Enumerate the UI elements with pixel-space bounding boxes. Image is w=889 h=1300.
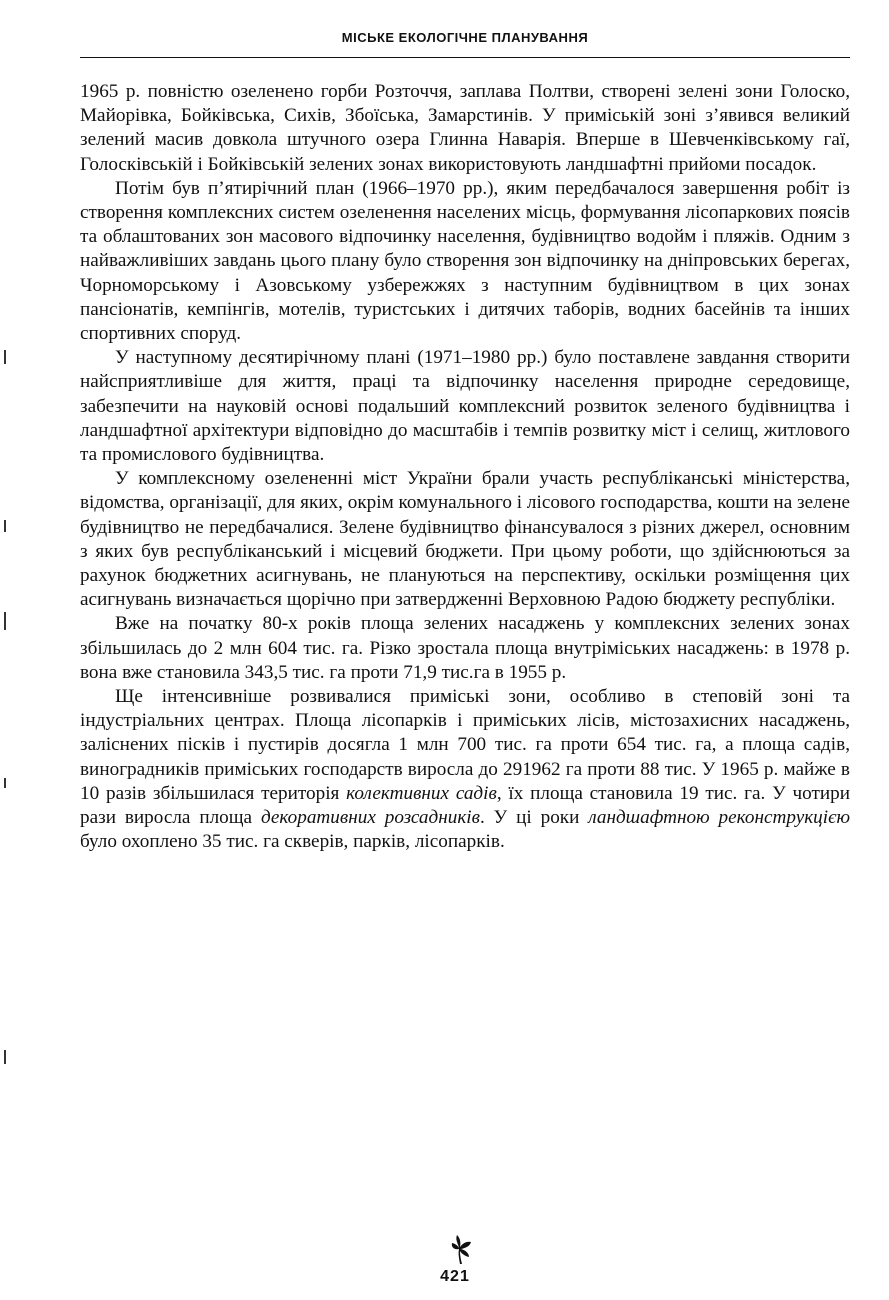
leaf-ornament-icon — [446, 1232, 476, 1266]
italic-term: ландшафтною реконструкцією — [588, 807, 851, 829]
scan-margin-mark — [4, 520, 6, 532]
body-text — [80, 80, 850, 855]
italic-term: декоративних розсадників — [260, 807, 480, 829]
paragraph-text: було охоплено 35 тис. га скверів, парків, лісопарків. — [80, 831, 505, 853]
paragraph: У наступному десятирічному плані (1971–1980 рр.) було поставлене завдання створити найсприятливіше для життя, праці та відпочинку населення природне середовище, забезпечити на науковій основі подальший комплексний розвиток зеленого будівництва і ландшафтної архітектури відповідно до масштабів і темпів розвитку міст і селищ, житлового та промислового будівництва. — [80, 347, 850, 466]
page-number: 421 — [440, 1268, 470, 1285]
header-rule — [80, 57, 850, 58]
paragraph-text: , їх площа становила 19 тис. га. У чотири рази виросла площа — [80, 782, 850, 829]
paragraph: Вже на початку 80-х років площа зелених насаджень у комплексних зелених зонах збільшилась до 2 млн 604 тис. га. Різко зростала площа внутріміських насаджень: в 1978 р. вона вже становила 343,5 тис. га проти 71,9 тис.га в 1955 р. — [80, 613, 850, 683]
paragraph: 1965 р. повністю озеленено горби Розточчя, заплава Полтви, створені зелені зони Голоско, Майорівка, Бойківська, Сихів, Збоїська, Замарстинів. У приміській зоні з’явився великий зелений масив довкола штучного озера Глинна Наварія. Вперше в Шевченківському гаї, Голосківській і Бойківській зелених зонах використовують ландшафтні прийоми посадок. — [80, 81, 850, 175]
scan-margin-mark — [4, 1050, 6, 1064]
running-header: МІСЬКЕ ЕКОЛОГІЧНЕ ПЛАНУВАННЯ — [341, 30, 589, 45]
paragraph-text: Ще інтенсивніше розвивалися приміські зони, особливо в степовій зоні та індустріальних центрах. Площа лісопарків і приміських лісів, містозахисних насаджень, заліснених пісків і пустирів досягла 1 млн 700 тис. га проти 654 тис. га, а площа садів, виноградників приміських господарств виросла до 291962 га проти 88 тис. У 1965 р. майже в 10 разів збільшилася територія — [80, 686, 850, 804]
paragraph: Потім був п’ятирічний план (1966–1970 рр.), яким передбачалося завершення робіт із створення комплексних систем озеленення населених місць, формування лісопаркових поясів та облаштованих зон масового відпочинку населення, будівництво водойм і пляжів. Одним з найважливіших завдань цього плану було створення зон відпочинку на дніпровських берегах, Чорноморському і Азовському узбережжях з наступним будівництвом в цих зонах пансіонатів, кемпінгів, мотелів, туристських і дитячих таборів, водних басейнів та інших спортивних споруд. — [80, 177, 850, 345]
paragraph — [80, 685, 850, 854]
paragraph-text: . У ці роки — [479, 807, 589, 829]
scan-margin-mark — [4, 350, 6, 364]
paragraph: У комплексному озелененні міст України брали участь республіканські міністерства, відомства, організації, для яких, окрім комунального і лісового господарства, кошти на зелене будівництво не передбачалися. Зелене будівництво фінансувалося з різних джерел, основним з яких був республіканський і місцевий бюджети. При цьому роботи, що здійснюються за рахунок бюджетних асигнувань, не плануються на перспективу, оскільки розміщення цих асигнувань визначається щорічно при затвердженні Верховною Радою бюджету республіки. — [80, 468, 850, 611]
scan-margin-mark — [4, 778, 6, 788]
italic-term: колективних садів — [346, 782, 497, 804]
scan-margin-mark — [4, 612, 6, 630]
